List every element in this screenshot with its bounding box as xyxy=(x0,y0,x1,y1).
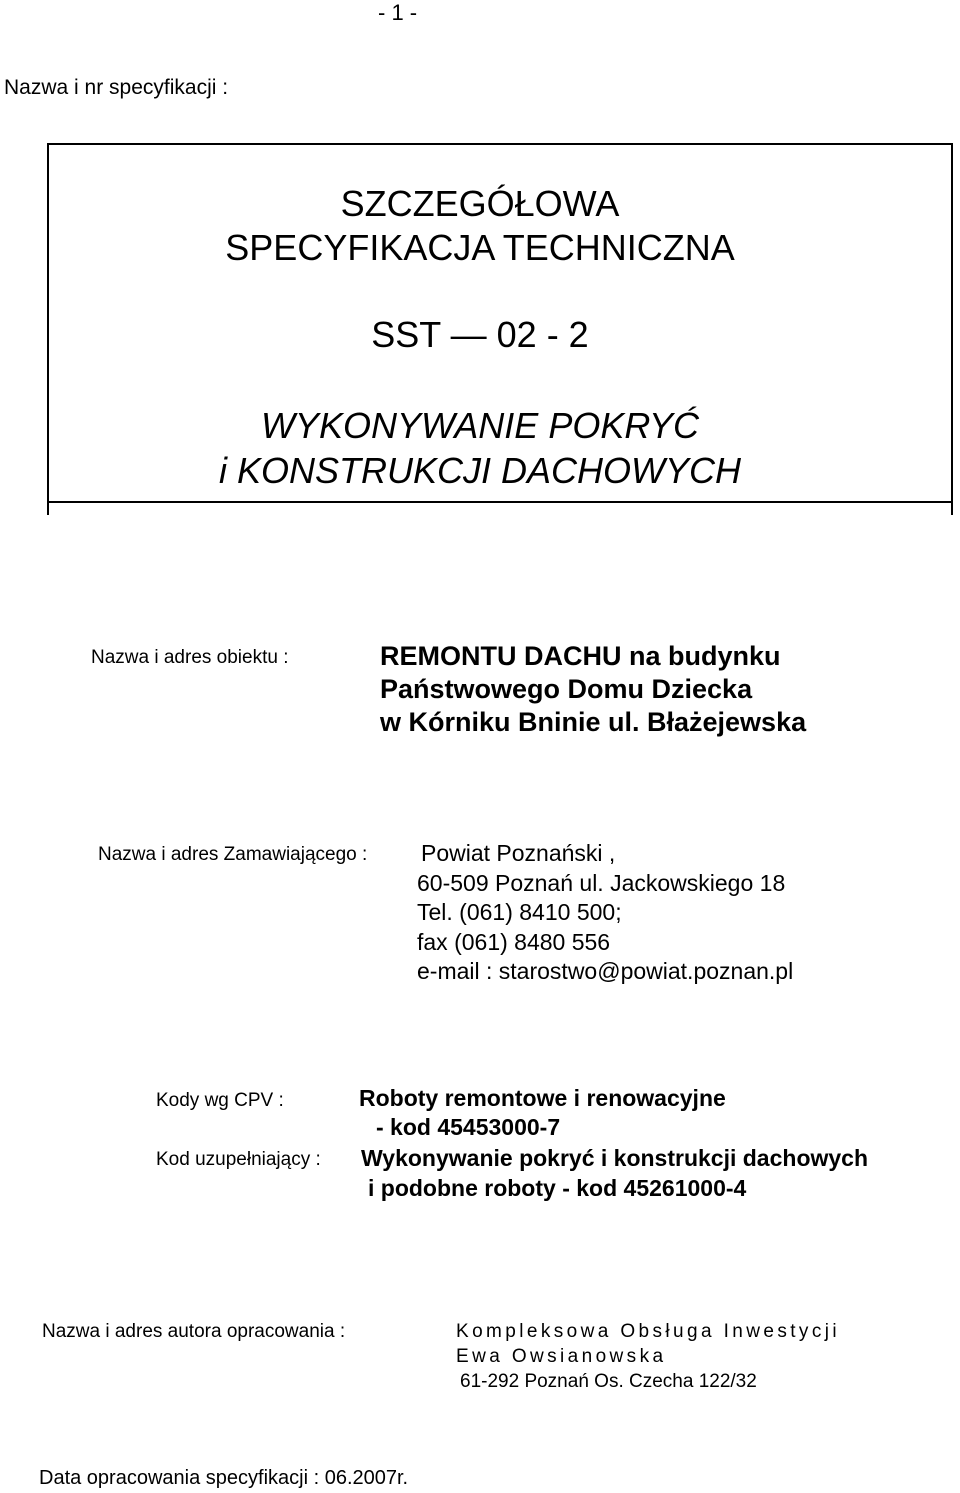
client-line: 60-509 Poznań ul. Jackowskiego 18 xyxy=(417,870,786,896)
subtitle-line-2: i KONSTRUKCJI DACHOWYCH xyxy=(218,450,742,491)
cpv-code: - kod 45453000-7 xyxy=(376,1114,561,1140)
spec-name-label: Nazwa i nr specyfikacji : xyxy=(4,76,229,99)
supplementary-code-label: Kod uzupełniający : xyxy=(156,1149,321,1170)
client-label: Nazwa i adres Zamawiającego : xyxy=(98,844,368,865)
object-line: w Kórniku Bninie ul. Błażejewska xyxy=(380,707,807,737)
author-line: Kompleksowa Obsługa Inwestycji xyxy=(456,1321,840,1342)
client-line: Tel. (061) 8410 500; xyxy=(417,899,622,925)
subtitle-line-1: WYKONYWANIE POKRYĆ xyxy=(260,405,700,446)
supplementary-code: i podobne roboty - kod 45261000-4 xyxy=(368,1175,747,1201)
title-line-1: SZCZEGÓŁOWA xyxy=(340,183,620,224)
author-address: 61-292 Poznań Os. Czecha 122/32 xyxy=(460,1371,757,1392)
client-email: e-mail : starostwo@powiat.poznan.pl xyxy=(417,958,794,984)
client-line: Powiat Poznański , xyxy=(421,840,616,866)
cpv-main: Roboty remontowe i renowacyjne xyxy=(359,1085,726,1111)
author-label: Nazwa i adres autora opracowania : xyxy=(42,1321,346,1342)
date-label: Data opracowania specyfikacji : 06.2007r. xyxy=(39,1467,409,1489)
client-line: fax (061) 8480 556 xyxy=(417,929,611,955)
object-line: REMONTU DACHU na budynku xyxy=(380,641,781,671)
box-tick-left xyxy=(47,501,49,515)
supplementary-code-main: Wykonywanie pokryć i konstrukcji dachowych xyxy=(361,1145,869,1171)
author-line: Ewa Owsianowska xyxy=(456,1346,667,1367)
cpv-label: Kody wg CPV : xyxy=(156,1090,284,1111)
spec-code: SST — 02 - 2 xyxy=(371,314,589,355)
box-tick-right xyxy=(951,501,953,515)
page-number: - 1 - xyxy=(378,0,418,25)
object-label: Nazwa i adres obiektu : xyxy=(91,647,289,668)
object-line: Państwowego Domu Dziecka xyxy=(380,674,753,704)
title-line-2: SPECYFIKACJA TECHNICZNA xyxy=(225,227,735,268)
